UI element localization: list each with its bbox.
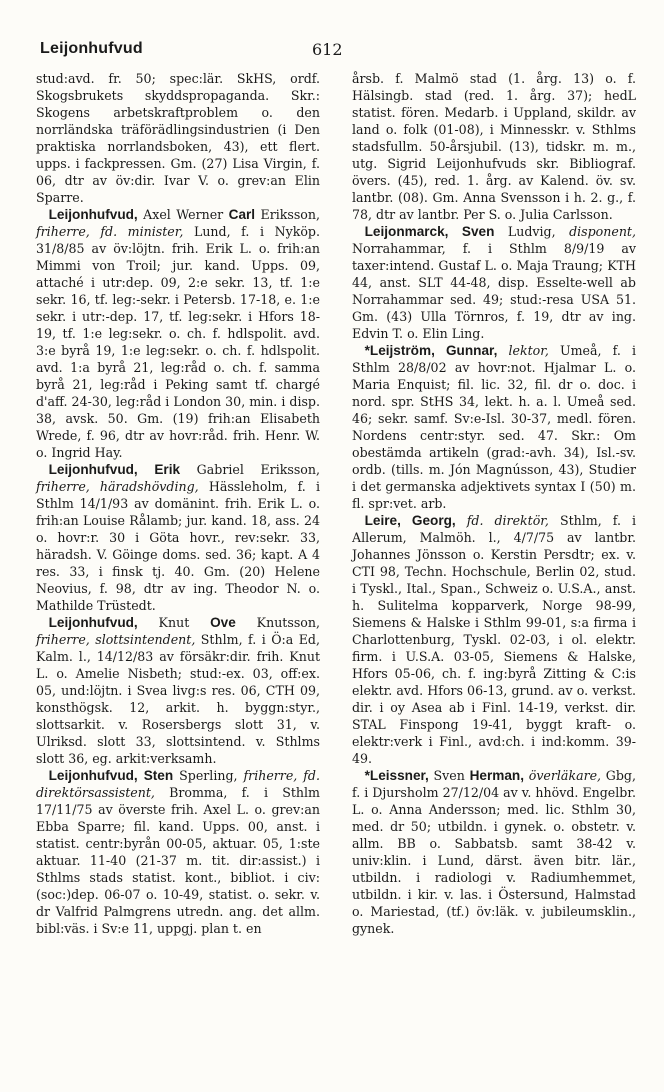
entry-title: fd. direktör, xyxy=(466,513,549,528)
entry-body: Hässleholm, f. i Sthlm 14/1/93 av domänint. frih. Erik L. o. frih:an Louise Rålamb; jur. kand. 18, ass. 24 o. hovr:r. 30 i Göta hovr., rev:sekr. 33, häradsh. V. Göinge doms. sed. 36; kapt. A 4 res. 33, i finsk tj. 40. Gm. (20) Helene Neovius, f. 98, dtr av ing. Theodor N. o. Mathilde Trüstedt. xyxy=(36,479,320,613)
entry-headword: Leijonhufvud, xyxy=(48,462,138,477)
biography-entry: Leijonhufvud, Axel Werner Carl Eriksson, friherre, fd. minister, Lund, f. i Nyköp. 31/8/85 av öv:löjtn. frih. Erik L. o. frih:an Mimmi von Troil; jur. kand. Upps. 09, attaché i utr:dep. 09, 2:e sekr. 13, tf. 1:e sekr. 16, tf. leg:-sekr. i Petersb. 17-18, e. 1:e sekr. i utr:-dep. 17, tf. leg:sekr. i Hfors 18-19, tf. 1:e leg:sekr. o. ch. f. hdlspolit. avd. 3:e byrå 19, 1:e leg:sekr. o. ch. f. hdlspolit. avd. 1:a byrå 21, leg:råd o. ch. f. samma byrå 21, leg:råd i Peking samt tf. chargé d'aff. 24-30, leg:råd i London 30, min. i disp. 38, avsk. 50. Gm. (19) frih:an Elisabeth Wrede, f. 96, dtr av hovr:råd. frih. Henr. W. o. Ingrid Hay. xyxy=(36,207,320,460)
entry-callname: Herman, xyxy=(469,768,524,783)
entry-title: disponent, xyxy=(569,224,636,239)
right-column xyxy=(352,70,636,937)
entry-body: Bromma, f. i Sthlm 17/11/75 av överste frih. Axel L. o. grev:an Ebba Sparre; fil. kand. Upps. 00, anst. i statist. centr:byrån 00-05, aktuar. 05, 1:ste aktuar. 11-40 (21-37 m. tit. dir:assist.) i Sthlms stads statist. kont., bibliot. i civ:(soc:)dep. 06-07 o. 10-49, statist. o. sekr. v. dr Valfrid Palmgrens utredn. ang. det allm. bibl:väs. i Sv:e 11, uppgj. plan t. en xyxy=(36,785,320,936)
entry-body: Norrahammar, f. i Sthlm 8/9/19 av taxer:intend. Gustaf L. o. Maja Traung; KTH 44, anst. SLT 44-48, disp. Esselte-well ab Norrahammar sed. 49; stud:-resa USA 51. Gm. (43) Ulla Törnros, f. 19, dtr av ing. Edvin T. o. Elin Ling. xyxy=(352,241,636,341)
entry-headword: *Leissner, xyxy=(364,768,429,783)
entry-title: friherre, fd. direktörsassistent, xyxy=(36,768,320,800)
entry-body: Umeå, f. i Sthlm 28/8/02 av hovr:not. Hjalmar L. o. Maria Enquist; fil. lic. 32, fil. dr o. doc. i nord. spr. StHS 34, lekt. h. a. l. Umeå sed. 46; sekr. samf. Sv:e-Isl. 30-37, medl. fören. Nordens centr:styr. sed. 47. Skr.: Om obestämda artikeln (grad:-avh. 34), Isl.-sv. ordb. (tills. m. Jón Magnússon, 43), Studier i det germanska adjektivets syntax I (50) m. fl. spr:vet. arb. xyxy=(352,343,636,511)
entry-title: friherre, fd. minister, xyxy=(36,224,184,239)
entry-title: friherre, slottsintendent, xyxy=(36,632,196,647)
entry-title: överläkare, xyxy=(528,768,602,783)
entry-title: lektor, xyxy=(508,343,549,358)
biography-entry: Leijonhufvud, Erik Gabriel Eriksson, friherre, häradshövding, Hässleholm, f. i Sthlm 14/1/93 av domänint. frih. Erik L. o. frih:an Louise Rålamb; jur. kand. 18, ass. 24 o. hovr:r. 30 i Göta hovr., rev:sekr. 33, häradsh. V. Göinge doms. sed. 36; kapt. A 4 res. 33, i finsk tj. 40. Gm. (20) Helene Neovius, f. 98, dtr av ing. Theodor N. o. Mathilde Trüstedt. xyxy=(36,462,320,613)
entry-body: Sthlm, f. i Ö:a Ed, Kalm. l., 14/12/83 av försäkr:dir. frih. Knut L. o. Amelie Nisbeth; stud:-ex. 03, off:ex. 05, und:löjtn. i Svea livg:s res. 06, CTH 09, konsthögsk. 12, arkit. h. byggn:styr., slottsarkit. v. Rosersbergs slott 31, v. Ulriksd. slott 33, slottsintend. v. Sthlms slott 36, eg. arkit:verksamh. xyxy=(36,632,320,766)
entry-callname: Carl xyxy=(228,207,256,222)
entry-callname: Erik xyxy=(154,462,181,477)
biography-entry: Leijonhufvud, Knut Ove Knutsson, friherre, slottsintendent, Sthlm, f. i Ö:a Ed, Kalm. l., 14/12/83 av försäkr:dir. frih. Knut L. o. Amelie Nisbeth; stud:-ex. 03, off:ex. 05, und:löjtn. i Svea livg:s res. 06, CTH 09, konsthögsk. 12, arkit. h. byggn:styr., slottsarkit. v. Rosersbergs slott 31, v. Ulriksd. slott 33, slottsintend. v. Sthlms slott 36, eg. arkit:verksamh. xyxy=(36,615,320,766)
entry-body: Gbg, f. i Djursholm 27/12/04 av v. hhövd. Engelbr. L. o. Anna Andersson; med. lic. Sthlm 30, med. dr 50; utbildn. i gynek. o. obstetr. v. allm. BB o. Sabbatsb. samt 38-42 v. univ:klin. i Lund, därst. även bitr. lär., utbildn. i radiologi v. Radiumhemmet, utbildn. i kir. v. las. i Östersund, Halmstad o. Mariestad, (tf.) öv:läk. v. jubileumsklin., gynek. xyxy=(352,768,636,936)
entry-headword: Leijonhufvud, xyxy=(48,207,138,222)
biography-entry: Leijonmarck, Sven Ludvig, disponent, Norrahammar, f. i Sthlm 8/9/19 av taxer:intend. Gustaf L. o. Maja Traung; KTH 44, anst. SLT 44-48, disp. Esselte-well ab Norrahammar sed. 49; stud:-resa USA 51. Gm. (43) Ulla Törnros, f. 19, dtr av ing. Edvin T. o. Elin Ling. xyxy=(352,224,636,341)
entry-callname: Sten xyxy=(143,768,174,783)
page-header xyxy=(0,36,664,66)
entry-continuation: årsb. f. Malmö stad (1. årg. 13) o. f. Hälsingb. stad (red. 1. årg. 37); hedL statist. fören. Medarb. i Uppland, skildr. av land o. folk (01-08), i Minnesskr. v. Sthlms stadsfullm. 50-årsjubil. (13), tidskr. m. m., utg. Sigrid Leijonhufvuds skr. Bibliograf. övers. (45), red. 1. årg. av Kalend. öv. sv. lantbr. (08). Gm. Anna Svensson i h. 2. g., f. 78, dtr av lantbr. Per S. o. Julia Carlsson. xyxy=(352,71,636,222)
entry-headword: Leijonhufvud, xyxy=(48,615,138,630)
biography-entry xyxy=(352,342,636,512)
running-head: Leijonhufvud xyxy=(40,40,143,57)
entry-callname: Ove xyxy=(210,615,236,630)
entry-callname: Georg, xyxy=(411,513,456,528)
entry-headword: Leire, xyxy=(364,513,401,528)
biography-entry: Leijonhufvud, Sten Sperling, friherre, fd. direktörsassistent, Bromma, f. i Sthlm 17/11/75 av överste frih. Axel L. o. grev:an Ebba Sparre; fil. kand. Upps. 00, anst. i statist. centr:byrån 00-05, aktuar. 05, 1:ste aktuar. 11-40 (21-37 m. tit. dir:assist.) i Sthlms stads statist. kont., bibliot. i civ:(soc:)dep. 06-07 o. 10-49, statist. o. sekr. v. dr Valfrid Palmgrens utredn. ang. det allm. bibl:väs. i Sv:e 11, uppgj. plan t. en xyxy=(36,768,320,936)
entry-callname: Sven xyxy=(461,224,495,239)
left-column xyxy=(36,70,320,937)
page-number: 612 xyxy=(312,40,343,59)
entry-continuation: stud:avd. fr. 50; spec:lär. SkHS, ordf. Skogsbrukets skyddspropaganda. Skr.: Skogens arbetskraftproblem o. den norrländska träförädlingsindustrien (i Den praktiska norrlandsboken, 43), ett flert. upps. i fackpressen. Gm. (27) Lisa Virgin, f. 06, dtr av öv:dir. Ivar V. o. grev:an Elin Sparre. xyxy=(36,71,320,205)
entry-callname: Gunnar, xyxy=(445,343,498,358)
entry-headword: Leijonmarck, xyxy=(364,224,449,239)
entry-headword: *Leijström, xyxy=(364,343,435,358)
entry-body: Sthlm, f. i Allerum, Malmöh. l., 4/7/75 av lantbr. Johannes Jönsson o. Kerstin Persdtr; ex. v. CTI 98, Techn. Hochschule, Berlin 02, stud. i Tyskl., Ital., Span., Schweiz o. U.S.A., anst. h. Sulitelma kopparverk, Norge 98-99, Siemens & Halske i Sthlm 99-01, s:a firma i Charlottenburg, Tyskl. 02-03, i ol. elektr. firm. i U.S.A. 03-05, Siemens & Halske, Hfors 05-06, ch. f. ing:byrå Zitting & C:is elektr. avd. Hfors 06-13, grund. av o. verkst. dir. i oy Asea ab i Finl. 14-19, verkst. dir. STAL Finspong 19-41, byggt kraft- o. elektr:verk i Finl., avd:ch. i ind:komm. 39-49. xyxy=(352,513,636,766)
biography-entry xyxy=(352,512,636,767)
entry-headword: Leijonhufvud, xyxy=(48,768,138,783)
biography-entry: *Leissner, Sven Herman, överläkare, Gbg, f. i Djursholm 27/12/04 av v. hhövd. Engelbr. L. o. Anna Andersson; med. lic. Sthlm 30, med. dr 50; utbildn. i gynek. o. obstetr. v. allm. BB o. Sabbatsb. samt 38-42 v. univ:klin. i Lund, därst. även bitr. lär., utbildn. i radiologi v. Radiumhemmet, utbildn. i kir. v. las. i Östersund, Halmstad o. Mariestad, (tf.) öv:läk. v. jubileumsklin., gynek. xyxy=(352,768,636,936)
entry-title: friherre, häradshövding, xyxy=(36,479,199,494)
entry-body: Lund, f. i Nyköp. 31/8/85 av öv:löjtn. frih. Erik L. o. frih:an Mimmi von Troil; jur. kand. Upps. 09, attaché i utr:dep. 09, 2:e sekr. 13, tf. 1:e sekr. 16, tf. leg:-sekr. i Petersb. 17-18, e. 1:e sekr. i utr:-dep. 17, tf. leg:sekr. i Hfors 18-19, tf. 1:e leg:sekr. o. ch. f. hdlspolit. avd. 3:e byrå 19, 1:e leg:sekr. o. ch. f. hdlspolit. avd. 1:a byrå 21, leg:råd o. ch. f. samma byrå 21, leg:råd i Peking samt tf. chargé d'aff. 24-30, leg:råd i London 30, min. i disp. 38, avsk. 50. Gm. (19) frih:an Elisabeth Wrede, f. 96, dtr av hovr:råd. frih. Henr. W. o. Ingrid Hay. xyxy=(36,224,320,460)
